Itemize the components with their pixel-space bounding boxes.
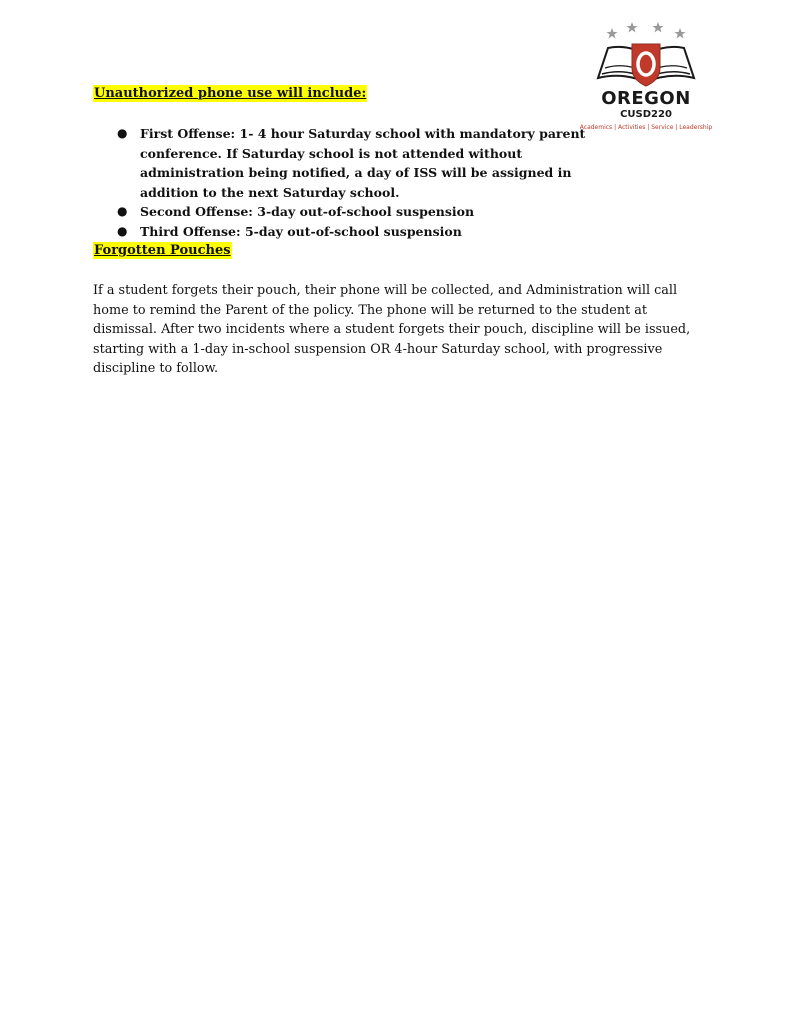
list-item-text: First Offense: 1- 4 hour Saturday school with mandatory parent conference. If Saturday school is not attended without administration being notified, a day of ISS will be assigned in addition to the next Saturday school.	[140, 126, 586, 200]
section-heading-unauthorized-use: Unauthorized phone use will include:	[94, 86, 367, 101]
logo-tagline: Academics | Activities | Service | Leadership	[579, 124, 713, 131]
bullet-icon: ●	[117, 204, 128, 218]
list-item	[93, 222, 715, 242]
list-item-text: Second Offense: 3-day out-of-school suspension	[140, 204, 475, 219]
star-icon	[653, 22, 664, 33]
logo-title: OREGON	[601, 88, 691, 109]
list-item	[93, 124, 620, 202]
school-logo	[566, 18, 726, 136]
section-heading-forgotten-pouches: Forgotten Pouches	[94, 243, 231, 258]
bullet-icon: ●	[117, 223, 128, 238]
list-item	[93, 202, 715, 222]
book-shield-icon	[592, 18, 700, 90]
policy-paragraph: If a student forgets their pouch, their phone will be collected, and Administration will call home to remind the Parent of the policy. The phone will be returned to the student at dismissal. After two incidents where a student forgets their pouch, discipline will be issued, starting with a 1-day in-school suspension OR 4-hour Saturday school, with progressive discipline to follow.	[93, 283, 691, 377]
offense-list	[93, 124, 733, 241]
bullet-icon: ●	[117, 126, 128, 140]
logo-subtitle: CUSD220	[620, 109, 672, 120]
star-icon	[675, 28, 686, 39]
list-item-text: Third Offense: 5-day out-of-school suspension	[140, 223, 462, 239]
star-icon	[627, 22, 638, 33]
star-icon	[607, 28, 618, 39]
